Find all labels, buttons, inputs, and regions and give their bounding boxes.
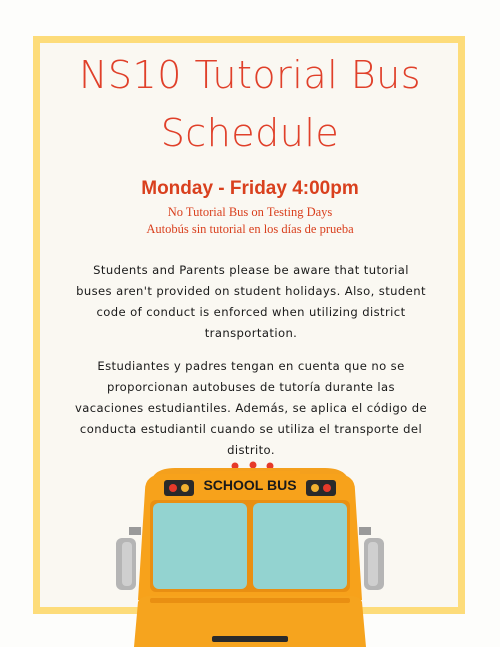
left-windshield xyxy=(153,503,247,589)
paragraph-spanish: Estudiantes y padres tengan en cuenta que no se proporcionan autobuses de tutoría durante las vacaciones estudiantiles. Además, se aplica el código de conducta estudiantil cuando se utiliza el transporte del distrito. xyxy=(74,359,428,457)
bus-sign-text: SCHOOL BUS xyxy=(203,477,297,493)
left-mirror-icon xyxy=(116,527,141,590)
right-warning-lights-icon xyxy=(306,480,336,496)
title-line-1: NS10 Tutorial Bus xyxy=(78,53,422,97)
title-line-2: Schedule xyxy=(160,111,340,155)
roof-light-icon xyxy=(250,462,257,469)
right-windshield xyxy=(253,503,347,589)
note-spanish: Autobús sin tutorial en los días de prueba xyxy=(146,222,354,236)
note-english: No Tutorial Bus on Testing Days xyxy=(167,205,333,219)
schedule-time: Monday - Friday 4:00pm xyxy=(141,178,359,199)
left-warning-lights-icon xyxy=(164,480,194,496)
paragraph-english: Students and Parents please be aware that tutorial buses aren't provided on student holidays. Also, student code of conduct is enforced when utilizing district transportation. xyxy=(76,263,426,340)
bus-grille xyxy=(212,636,288,642)
right-mirror-icon xyxy=(359,527,384,590)
